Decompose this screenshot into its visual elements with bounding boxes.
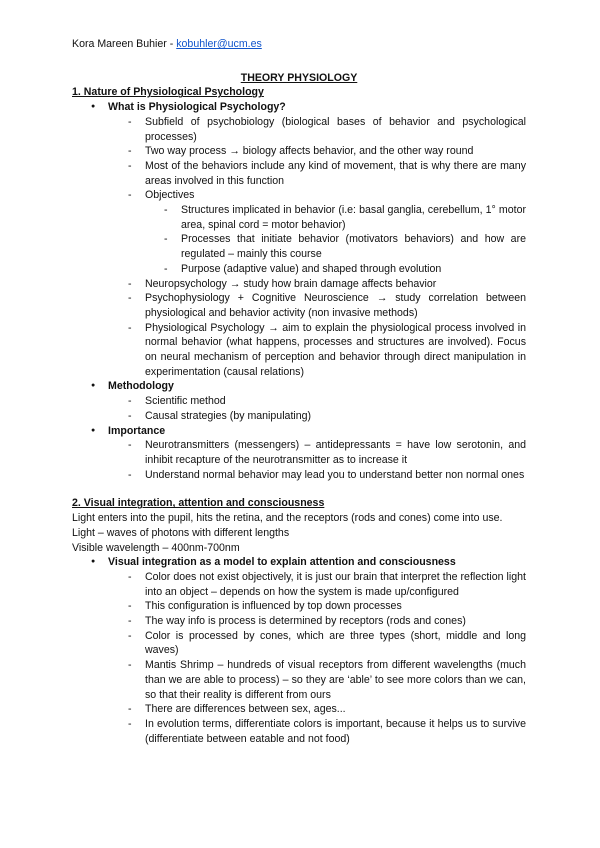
dash-item: - Causal strategies (by manipulating) [72,409,526,424]
blank-line [72,482,526,496]
bullet-item: ● Importance [72,424,526,439]
bullet-item: ● Methodology [72,379,526,394]
sub-dash-item: - Purpose (adaptive value) and shaped through evolution [72,262,526,277]
dash-item: - Subfield of psychobiology (biological bases of behavior and psychological processes) [72,115,526,144]
paragraph: Light – waves of photons with different lengths [72,526,290,539]
section-heading: 2. Visual integration, attention and consciousness [72,497,325,510]
sub-dash-item: - Structures implicated in behavior (i.e: basal ganglia, cerebellum, 1° motor area, spinal cord = motor behavior) [72,203,526,232]
document-header [72,37,526,52]
author-email-link[interactable]: kobuhler@ucm.es [176,38,262,50]
dash-item: - The way info is process is determined by receptors (rods and cones) [72,614,526,629]
dash-item: - Most of the behaviors include any kind of movement, that is why there are many areas involved in this function [72,159,526,188]
dash-item: - In evolution terms, differentiate colors is important, because it helps us to survive (differentiate between eatable and not food) [72,717,526,746]
dash-item: - Neurotransmitters (messengers) – antidepressants = have low serotonin, and inhibit recapture of the neurotransmitter as to increase it [72,438,526,467]
dash-item: - Color is processed by cones, which are three types (short, middle and long waves) [72,629,526,658]
dash-item: - Understand normal behavior may lead you to understand better non normal ones [72,468,526,483]
dash-item: - Two way process → biology affects behavior, and the other way round [72,144,526,159]
dash-item: - Mantis Shrimp – hundreds of visual receptors from different wavelengths (much than we are able to process) – so they are ‘able’ to see more colors than we can, so that their reality is different from ours [72,658,526,702]
dash-item: - Objectives [72,188,526,203]
sub-dash-item: - Processes that initiate behavior (motivators behaviors) and how are regulated – mainly this course [72,232,526,261]
document-page [72,37,526,746]
dash-item: - There are differences between sex, ages... [72,702,526,717]
dash-item: - Scientific method [72,394,526,409]
bullet-item: ● What is Physiological Psychology? [72,100,526,115]
paragraph: Light enters into the pupil, hits the retina, and the receptors (rods and cones) come into use. [72,512,503,525]
document-body [72,85,526,746]
dash-item: - This configuration is influenced by top down processes [72,599,526,614]
dash-item: - Color does not exist objectively, it is just our brain that interpret the reflection light into an object – depends on how the system is made up/configured [72,570,526,599]
section-heading: 1. Nature of Physiological Psychology [72,86,264,99]
bullet-item: ● Visual integration as a model to explain attention and consciousness [72,555,526,570]
author-name: Kora Mareen Buhier - [72,38,177,50]
dash-item: - Neuropsychology → study how brain damage affects behavior [72,277,526,292]
paragraph: Visible wavelength – 400nm-700nm [72,541,240,554]
dash-item: - Physiological Psychology → aim to explain the physiological process involved in normal behavior (what happens, processes and structures are involved). Focus on neural mechanism of perception and behavior through direct manipulation in experimentation (causal relations) [72,321,526,380]
dash-item: - Psychophysiology + Cognitive Neuroscience → study correlation between physiological and behavior activity (non invasive methods) [72,291,526,320]
document-title: THEORY PHYSIOLOGY [240,71,358,84]
